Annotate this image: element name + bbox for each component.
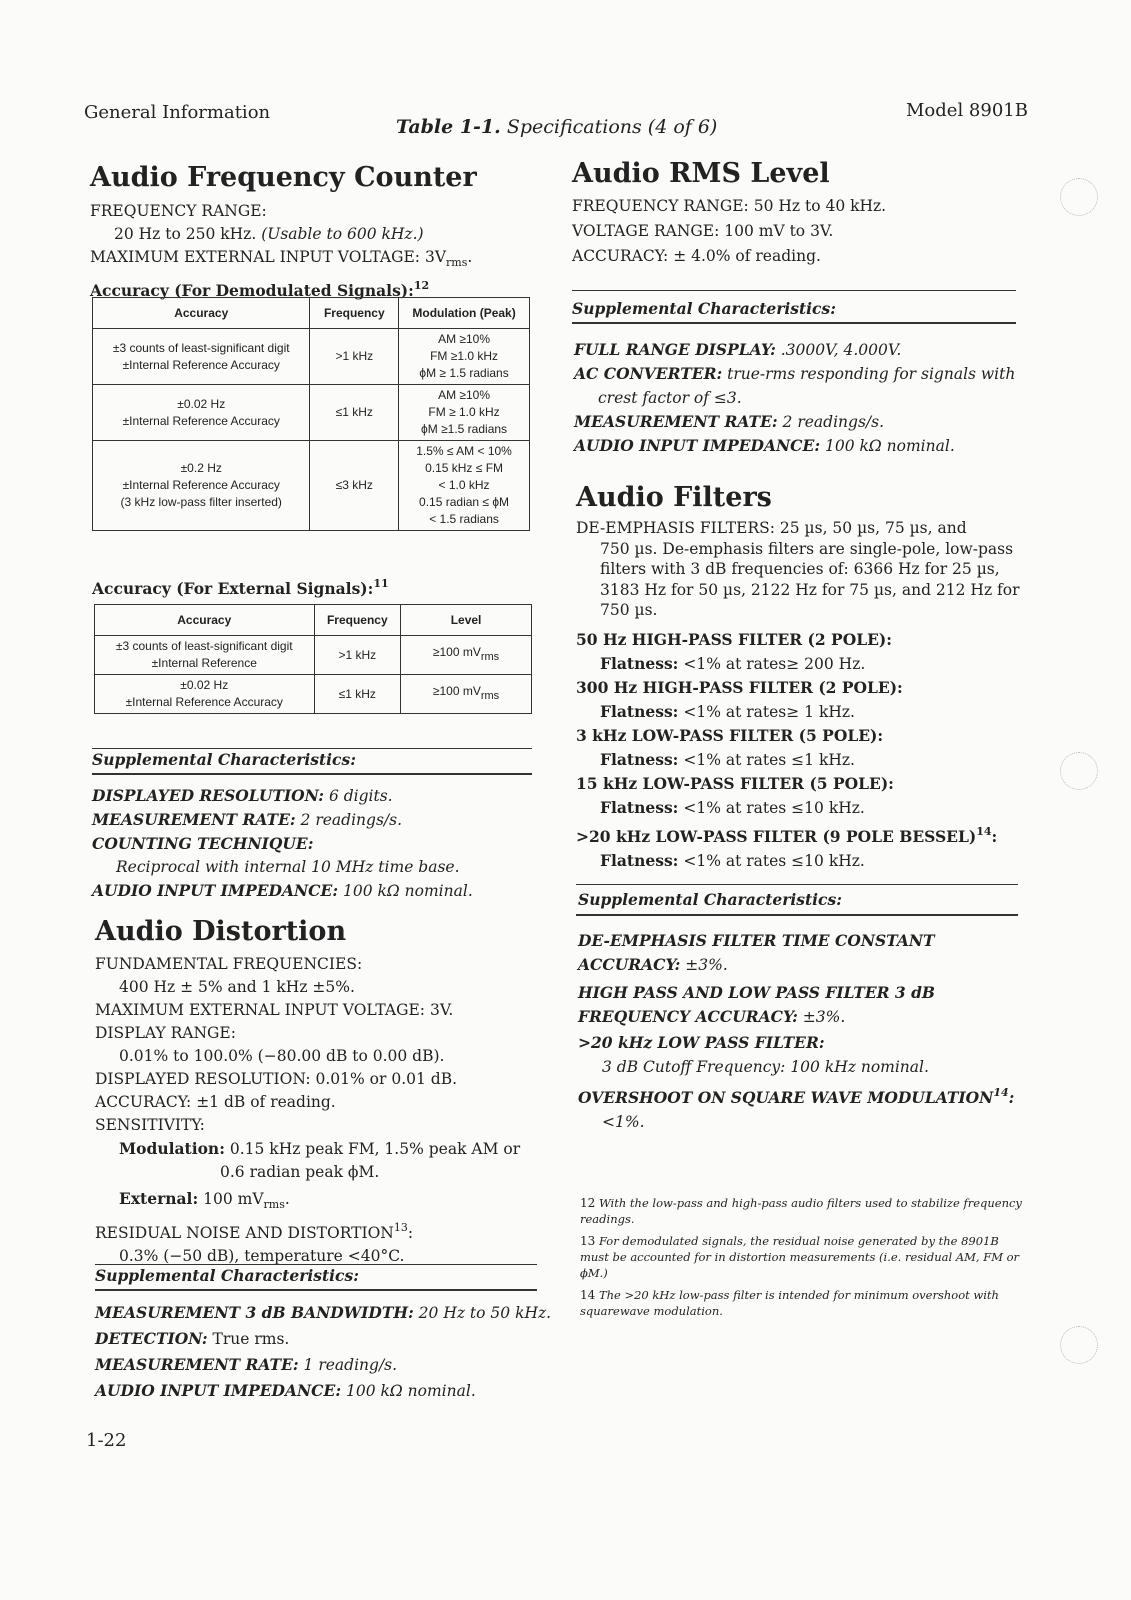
table-cell-frequency: >1 kHz [310, 329, 399, 385]
table-cell-modulation: AM ≥10% FM ≥1.0 kHz ϕM ≥ 1.5 radians [399, 329, 530, 385]
distortion-specs [95, 953, 520, 1268]
filter-label: >20 kHz LOW-PASS FILTER (9 POLE BESSEL)$^{14}$: [576, 825, 998, 846]
filters-deemph [576, 518, 1020, 621]
rms-specs [572, 194, 886, 269]
filter-flatness: Flatness: <1% at rates ≤10 kHz. [600, 851, 865, 870]
supp-item: MEASUREMENT 3 dB BANDWIDTH: 20 Hz to 50 kHz. [95, 1303, 552, 1322]
table-cell-modulation: AM ≥10% FM ≥ 1.0 kHz ϕM ≥1.5 radians [399, 385, 530, 441]
footnotes [580, 1195, 1028, 1319]
divider [95, 1264, 537, 1265]
table-row [93, 329, 530, 385]
table-header-row [93, 298, 530, 329]
supp-item: DE-EMPHASIS FILTER TIME CONSTANT [578, 931, 935, 950]
filter-flatness: Flatness: <1% at rates≥ 1 kHz. [600, 702, 855, 721]
table-title-number: Table 1-1. [396, 116, 501, 138]
spec-line: ACCURACY: ±1 dB of reading. [95, 1093, 336, 1111]
binder-hole [1060, 178, 1098, 216]
filter-flatness: Flatness: <1% at rates≥ 200 Hz. [600, 654, 866, 673]
counter-acc-ext-label: Accuracy (For External Signals):$^{11}$ [92, 577, 389, 598]
binder-hole [1060, 1326, 1098, 1364]
supp-item: DISPLAYED RESOLUTION: 6 digits. [92, 786, 393, 805]
counter-max-input: MAXIMUM EXTERNAL INPUT VOLTAGE: $3V_{rms}$. [90, 248, 473, 269]
supp-item: MEASUREMENT RATE: 2 readings/s. [574, 412, 885, 431]
table-row [95, 636, 532, 675]
filter-flatness: Flatness: <1% at rates ≤10 kHz. [600, 798, 865, 817]
page-number: 1-22 [86, 1430, 127, 1451]
supp-item: AUDIO INPUT IMPEDANCE: 100 kΩ nominal. [574, 436, 955, 455]
supp-item: AUDIO INPUT IMPEDANCE: 100 kΩ nominal. [92, 881, 473, 900]
spec-line: RESIDUAL NOISE AND DISTORTION$^{13}$: [95, 1221, 414, 1242]
table-cell-frequency: ≤3 kHz [310, 441, 399, 531]
spec-value: 750 µs. [600, 601, 658, 619]
supp-item: <1%. [602, 1113, 645, 1131]
table-cell-accuracy: ±3 counts of least-significant digit ±Internal Reference Accuracy [93, 329, 310, 385]
table-cell-accuracy: ±0.02 Hz ±Internal Reference Accuracy [95, 675, 315, 714]
binder-hole [1060, 752, 1098, 790]
table-header-row [95, 605, 532, 636]
spec-label: FUNDAMENTAL FREQUENCIES: [95, 955, 363, 973]
table-cell-level: ≥100 mVrms [401, 675, 532, 714]
supp-item: AUDIO INPUT IMPEDANCE: 100 kΩ nominal. [95, 1381, 476, 1400]
supp-item: crest factor of ≤3. [598, 389, 742, 407]
spec-value: 3183 Hz for 50 µs, 2122 Hz for 75 µs, and 212 Hz for [600, 580, 1020, 599]
spec-line: DE-EMPHASIS FILTERS: 25 µs, 50 µs, 75 µs, and [576, 519, 967, 537]
counter-supp-heading: Supplemental Characteristics: [92, 750, 356, 769]
supp-item: AC CONVERTER: true-rms responding for signals with [574, 364, 1016, 383]
table-cell-level: ≥100 mVrms [401, 636, 532, 675]
filter-label: 300 Hz HIGH-PASS FILTER (2 POLE): [576, 678, 903, 697]
divider [576, 914, 1018, 916]
supp-item: OVERSHOOT ON SQUARE WAVE MODULATION$^{14}$: [578, 1086, 1015, 1107]
table-row [93, 441, 530, 531]
table-header-cell: Accuracy [93, 298, 310, 329]
rms-supp-list [574, 338, 1015, 458]
table-cell-frequency: >1 kHz [314, 636, 401, 675]
footnote: 14 The >20 kHz low-pass filter is intended for minimum overshoot with squarewave modulation. [580, 1288, 999, 1318]
filters-supp-heading: Supplemental Characteristics: [578, 890, 842, 909]
divider [572, 322, 1016, 324]
spec-line: Modulation: 0.15 kHz peak FM, 1.5% peak AM or [119, 1139, 521, 1158]
spec-value: 400 Hz ± 5% and 1 kHz ±5%. [119, 978, 355, 996]
supp-item: MEASUREMENT RATE: 2 readings/s. [92, 810, 403, 829]
table-cell-modulation: 1.5% ≤ AM < 10% 0.15 kHz ≤ FM < 1.0 kHz 0.15 radian ≤ ϕM < 1.5 radians [399, 441, 530, 531]
table-header-cell: Level [401, 605, 532, 636]
supp-item: DETECTION: True rms. [95, 1329, 290, 1348]
spec-line: MAXIMUM EXTERNAL INPUT VOLTAGE: 3V. [95, 1001, 454, 1019]
spec-value: 0.6 radian peak ϕM. [220, 1163, 380, 1181]
counter-specs [90, 200, 472, 302]
footnote: 13 For demodulated signals, the residual noise generated by the 8901B must be accounted for in distortion measurements (i.e. residual AM, FM or ϕM.) [580, 1234, 1020, 1280]
table-cell-frequency: ≤1 kHz [314, 675, 401, 714]
filter-flatness: Flatness: <1% at rates ≤1 kHz. [600, 750, 855, 769]
spec-value: 750 µs. De-emphasis filters are single-pole, low-pass [600, 539, 1014, 558]
spec-label: DISPLAY RANGE: [95, 1024, 236, 1042]
counter-supp-list [92, 784, 473, 903]
filters-list [576, 628, 997, 873]
table-header-cell: Accuracy [95, 605, 315, 636]
supp-item: COUNTING TECHNIQUE: [92, 834, 314, 853]
filters-heading: Audio Filters [576, 482, 772, 513]
spec-value: 0.01% to 100.0% (−80.00 dB to 0.00 dB). [119, 1047, 445, 1065]
spec-line: VOLTAGE RANGE: 100 mV to 3V. [572, 222, 834, 240]
table-title [396, 116, 717, 138]
filter-label: 15 kHz LOW-PASS FILTER (5 POLE): [576, 774, 894, 793]
supp-item: FREQUENCY ACCURACY: ±3%. [578, 1007, 846, 1026]
counter-freq-range-label: FREQUENCY RANGE: [90, 202, 267, 220]
spec-line: DISPLAYED RESOLUTION: 0.01% or 0.01 dB. [95, 1070, 458, 1088]
rms-heading: Audio RMS Level [572, 158, 830, 189]
divider [92, 748, 532, 749]
counter-acc-demod-label: Accuracy (For Demodulated Signals):$^{12}$ [90, 279, 430, 300]
table-row [93, 385, 530, 441]
table-cell-accuracy: ±0.2 Hz ±Internal Reference Accuracy (3 kHz low-pass filter inserted) [93, 441, 310, 531]
spec-value: filters with 3 dB frequencies of: 6366 Hz for 25 µs, [600, 560, 1000, 578]
divider [95, 1289, 537, 1291]
rms-supp-heading: Supplemental Characteristics: [572, 299, 836, 318]
table-cell-accuracy: ±0.02 Hz ±Internal Reference Accuracy [93, 385, 310, 441]
divider [92, 773, 532, 775]
table-title-text: Specifications (4 of 6) [506, 116, 718, 138]
table-header-cell: Modulation (Peak) [399, 298, 530, 329]
distortion-heading: Audio Distortion [95, 916, 347, 947]
distortion-supp-heading: Supplemental Characteristics: [95, 1266, 359, 1285]
table-cell-frequency: ≤1 kHz [310, 385, 399, 441]
header-section-label: General Information [84, 102, 271, 123]
supp-item: HIGH PASS AND LOW PASS FILTER 3 dB [578, 983, 936, 1002]
divider [576, 884, 1018, 885]
spec-line: ACCURACY: ± 4.0% of reading. [572, 247, 821, 265]
table-header-cell: Frequency [314, 605, 401, 636]
header-model: Model 8901B [906, 100, 1028, 121]
filter-label: 3 kHz LOW-PASS FILTER (5 POLE): [576, 726, 884, 745]
supp-item: 3 dB Cutoff Frequency: 100 kHz nominal. [602, 1058, 929, 1076]
demod-accuracy-table [92, 297, 530, 531]
distortion-supp-list [95, 1300, 551, 1404]
ext-accuracy-table [94, 604, 532, 714]
table-header-cell: Frequency [310, 298, 399, 329]
supp-item: MEASUREMENT RATE: 1 reading/s. [95, 1355, 398, 1374]
counter-freq-range-value: 20 Hz to 250 kHz. (Usable to 600 kHz.) [114, 225, 424, 243]
spec-line: FREQUENCY RANGE: 50 Hz to 40 kHz. [572, 197, 887, 215]
counter-heading: Audio Frequency Counter [90, 162, 477, 193]
supp-item: >20 kHz LOW PASS FILTER: [578, 1033, 825, 1052]
divider [572, 290, 1016, 291]
table-cell-accuracy: ±3 counts of least-significant digit ±Internal Reference [95, 636, 315, 675]
footnote: 12 With the low-pass and high-pass audio filters used to stabilize frequency readings. [580, 1196, 1022, 1226]
supp-item: FULL RANGE DISPLAY: .3000V, 4.000V. [574, 340, 902, 359]
table-row [95, 675, 532, 714]
filter-label: 50 Hz HIGH-PASS FILTER (2 POLE): [576, 630, 892, 649]
spec-label: SENSITIVITY: [95, 1116, 205, 1134]
spec-line: External: 100 $mV_{rms}$. [119, 1189, 290, 1211]
filters-supp-list [578, 929, 1014, 1134]
supp-item: ACCURACY: ±3%. [578, 955, 728, 974]
spec-value: 0.3% (−50 dB), temperature <40°C. [119, 1247, 405, 1265]
supp-item: Reciprocal with internal 10 MHz time base. [116, 858, 460, 876]
